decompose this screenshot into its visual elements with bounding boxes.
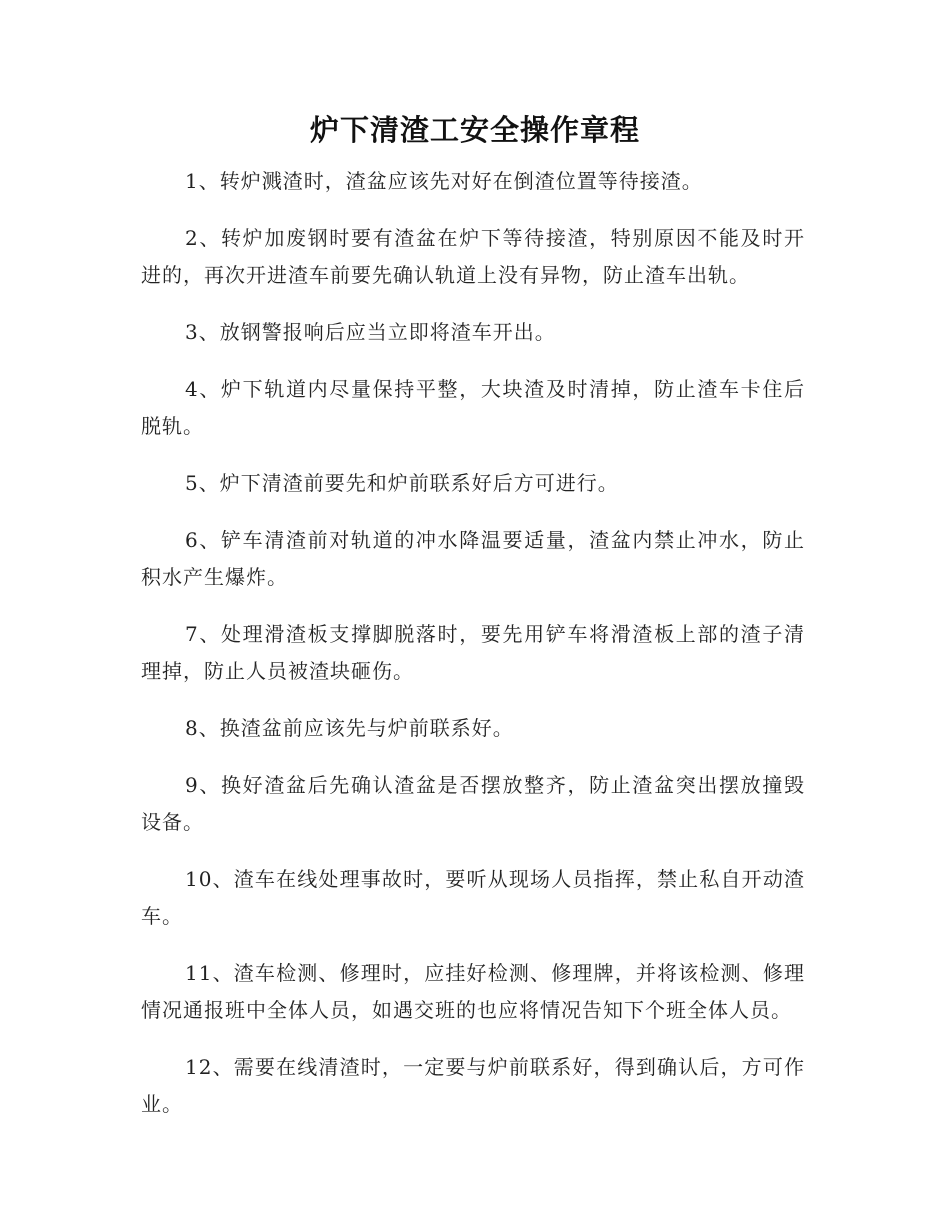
paragraph-4: 4、炉下轨道内尽量保持平整，大块渣及时清掉，防止渣车卡住后脱轨。	[141, 377, 805, 438]
paragraph-1: 1、转炉溅渣时，渣盆应该先对好在倒渣位置等待接渣。	[185, 169, 703, 193]
paragraph-2: 2、转炉加废钢时要有渣盆在炉下等待接渣，特别原因不能及时开进的，再次开进渣车前要先确认轨道上没有异物，防止渣车出轨。	[141, 226, 805, 287]
document-title: 炉下清渣工安全操作章程	[309, 113, 640, 147]
paragraph-12: 12、需要在线清渣时，一定要与炉前联系好，得到确认后，方可作业。	[141, 1055, 805, 1116]
document-body	[141, 163, 805, 1143]
paragraph-9: 9、换好渣盆后先确认渣盆是否摆放整齐，防止渣盆突出摆放撞毁设备。	[141, 773, 805, 834]
paragraph-6: 6、铲车清渣前对轨道的冲水降温要适量，渣盆内禁止冲水，防止积水产生爆炸。	[141, 528, 805, 589]
paragraph-10: 10、渣车在线处理事故时，要听从现场人员指挥，禁止私自开动渣车。	[141, 867, 805, 928]
paragraph-7: 7、处理滑渣板支撑脚脱落时，要先用铲车将滑渣板上部的渣子清理掉，防止人员被渣块砸伤。	[141, 622, 805, 683]
paragraph-3: 3、放钢警报响后应当立即将渣车开出。	[185, 320, 556, 344]
paragraph-8: 8、换渣盆前应该先与炉前联系好。	[185, 716, 514, 740]
paragraph-11: 11、渣车检测、修理时，应挂好检测、修理牌，并将该检测、修理情况通报班中全体人员，如遇交班的也应将情况告知下个班全体人员。	[141, 961, 805, 1022]
paragraph-5: 5、炉下清渣前要先和炉前联系好后方可进行。	[185, 471, 619, 495]
